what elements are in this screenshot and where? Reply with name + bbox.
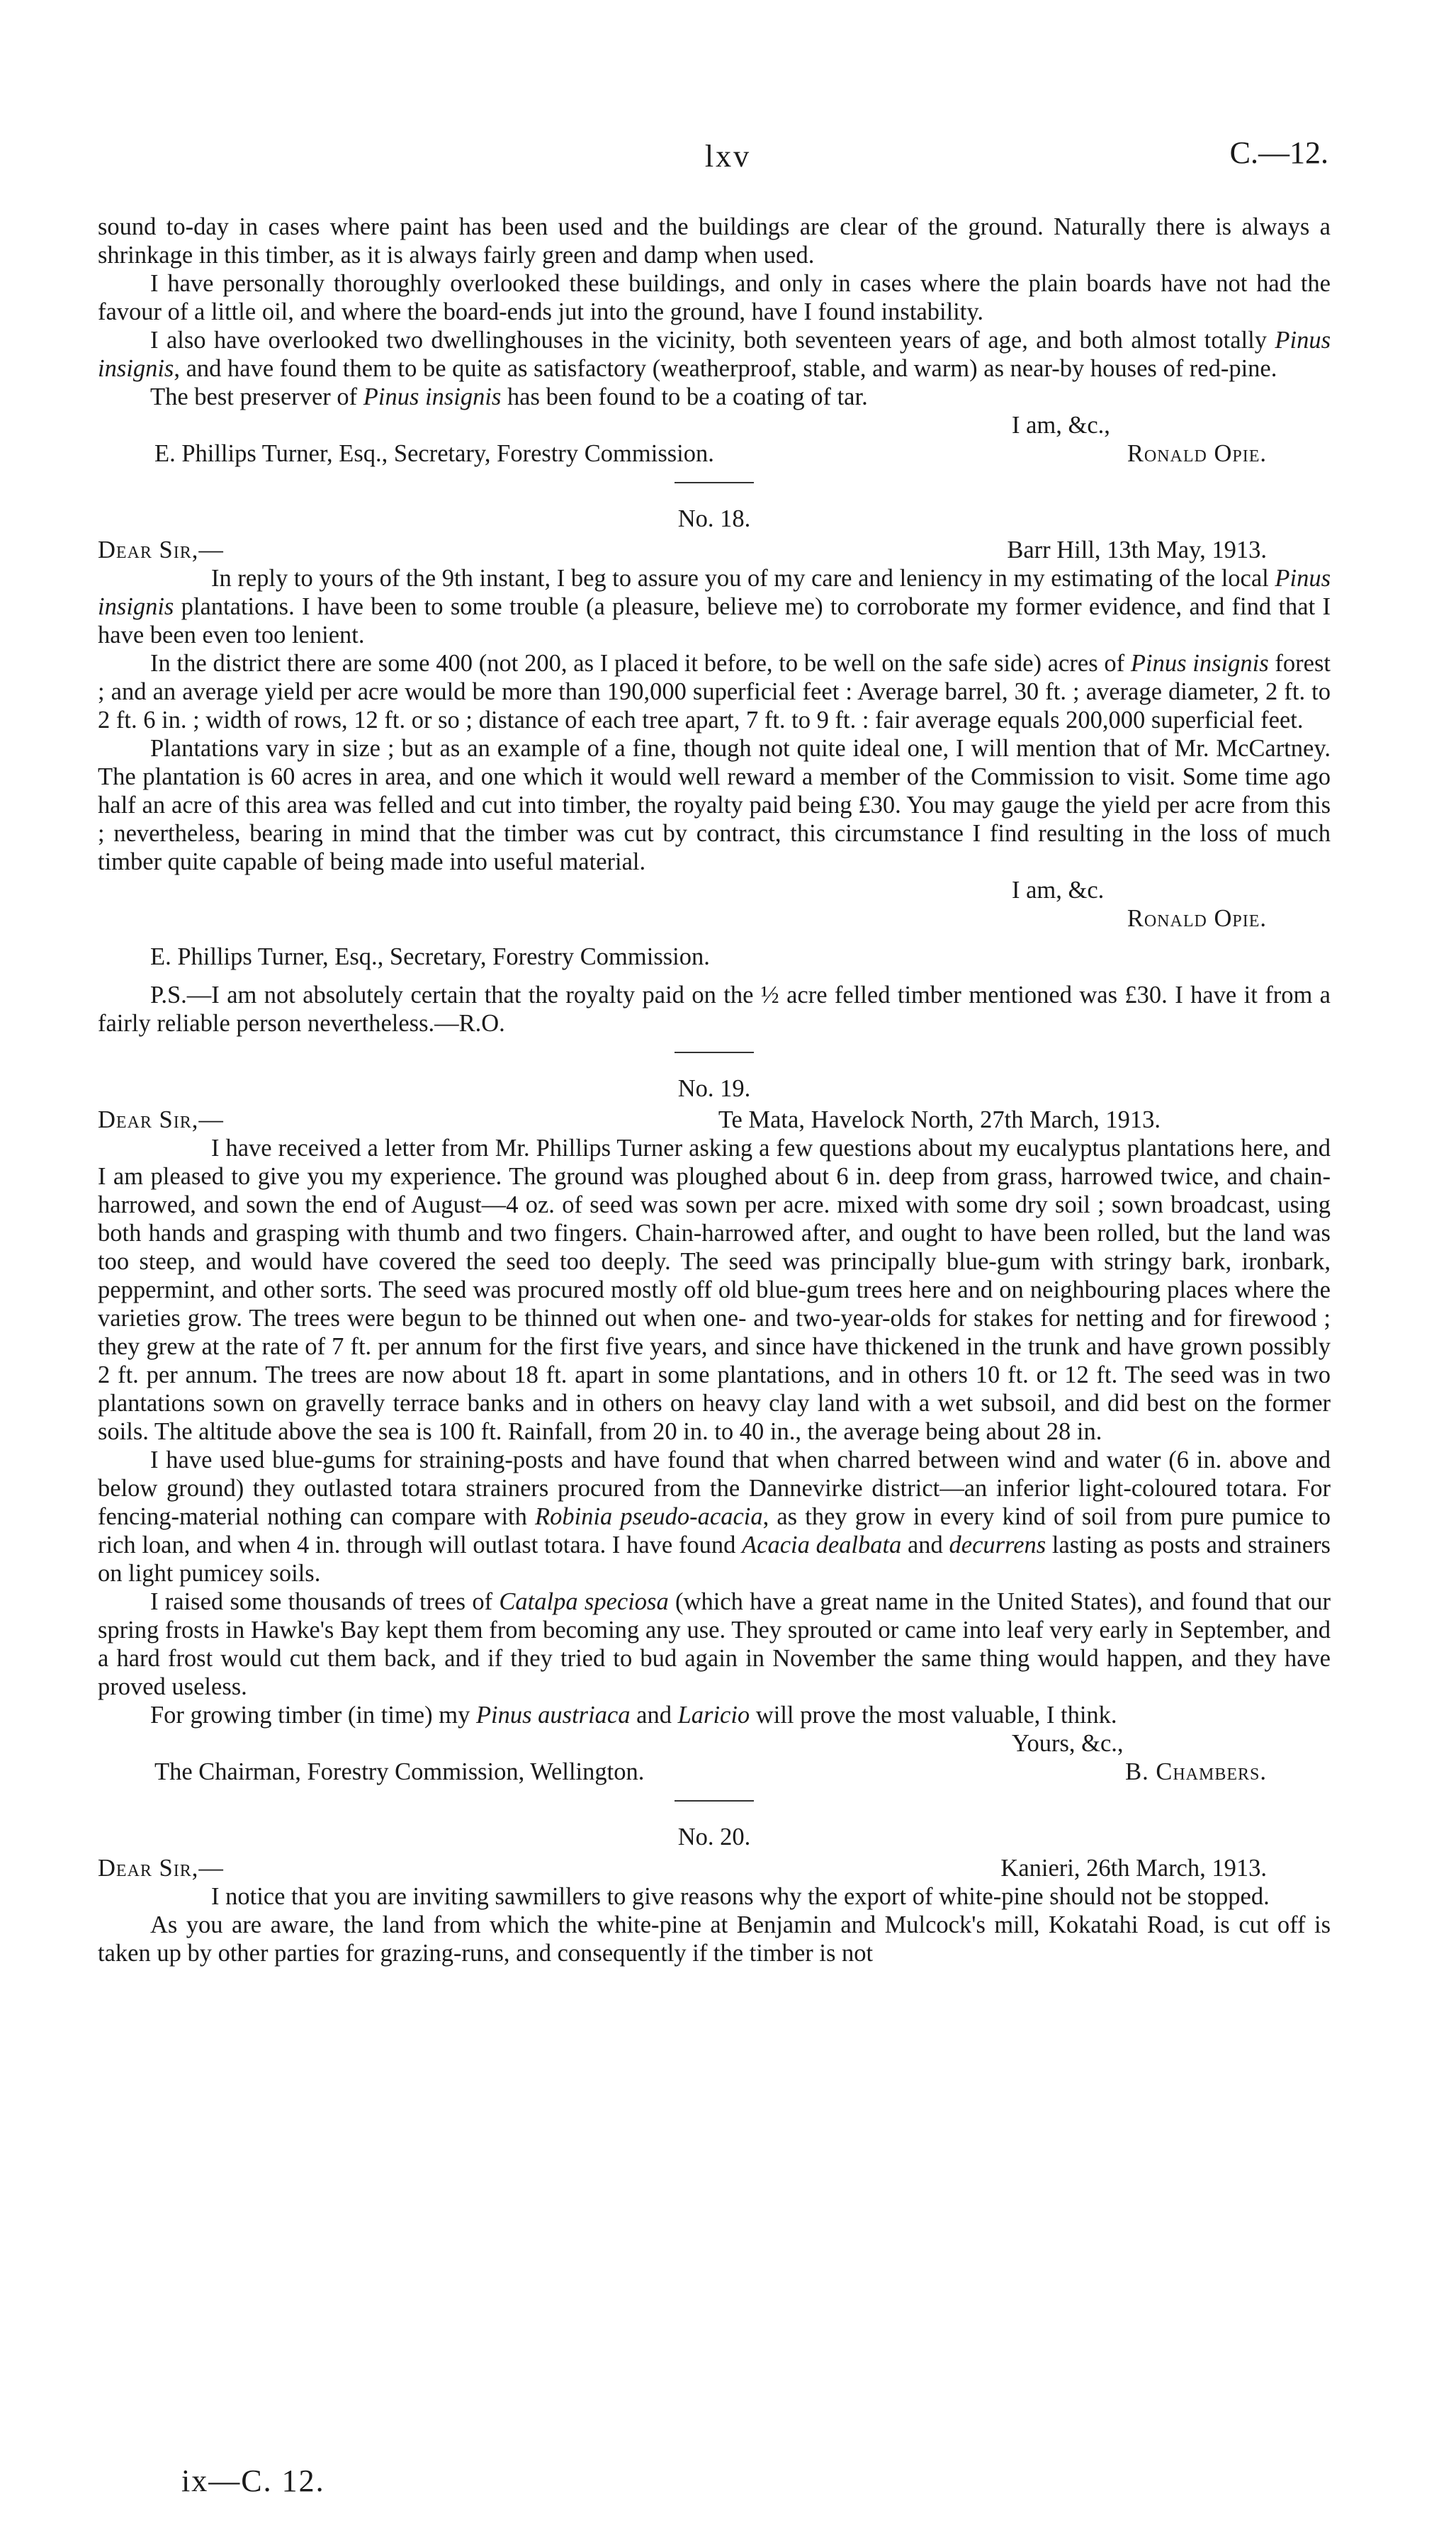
closing: I am, &c.: [1012, 877, 1105, 904]
salutation: Dear Sir,—: [98, 1106, 224, 1133]
salutation-row: [98, 1854, 1331, 1882]
paragraph: I have personally thoroughly overlooked these buildings, and only in cases where the plain boards have not had the favour of a little oil, and where the board-ends jut into the ground, have I found instability.: [98, 270, 1331, 325]
signature: B. Chambers.: [1125, 1758, 1267, 1785]
paragraph: In the district there are some 400 (not 200, as I placed it before, to be well on the safe side) acres of Pinus insignis forest ; and an average yield per acre would be more than 190,000 superficial feet : Average barrel, 30 ft. ; average diameter, 2 ft. to 2 ft. 6 in. ; width of rows, 12 ft. or so ; distance of each tree apart, 7 ft. to 9 ft. : fair average equals 200,000 superficial feet.: [98, 650, 1331, 734]
letter-number: No. 20.: [677, 1824, 751, 1850]
paragraph: As you are aware, the land from which the white-pine at Benjamin and Mulcock's mill, Kokatahi Road, is cut off is taken up by other parties for grazing-runs, and consequently if the timber is not: [98, 1911, 1331, 1967]
paragraph: I have used blue-gums for straining-posts and have found that when charred between wind and water (6 in. above and below ground) they outlasted totara strainers procured from the Dannevirke district—an inferior light-coloured totara. For fencing-material nothing can compare with Robinia pseudo-acacia, as they grow in every kind of soil from pure pumice to rich loan, and when 4 in. through will outlast totara. I have found Acacia dealbata and decurrens lasting as posts and strainers on light pumicey soils.: [98, 1446, 1331, 1587]
signature: Ronald Opie.: [1127, 905, 1267, 932]
paragraph: I notice that you are inviting sawmillers to give reasons why the export of white-pine should not be stopped.: [211, 1883, 1270, 1910]
signature-mark: ix—C. 12.: [181, 2463, 325, 2498]
addressee: E. Phillips Turner, Esq., Secretary, Forestry Commission.: [154, 440, 714, 467]
paragraph: sound to-day in cases where paint has been used and the buildings are clear of the ground. Naturally there is always a shrinkage in this timber, as it is always fairly green and damp when used.: [98, 213, 1331, 269]
paragraph: I raised some thousands of trees of Catalpa speciosa (which have a great name in the United States), and found that our spring frosts in Hawke's Bay kept them from becoming any use. They sprouted or came into leaf very early in September, and a hard frost would cut them back, and if they tried to bud again in November the same thing would happen, and they have proved useless.: [98, 1588, 1331, 1700]
place-date: Kanieri, 26th March, 1913.: [1000, 1855, 1267, 1882]
document-reference: C.—12.: [1229, 135, 1328, 170]
addressee-signature-row: [98, 1758, 1331, 1786]
salutation: Dear Sir,—: [98, 536, 224, 563]
salutation-row: [98, 1106, 1331, 1134]
paragraph: For growing timber (in time) my Pinus austriaca and Laricio will prove the most valuable, I think.: [150, 1702, 1117, 1729]
page-number: lxv: [704, 139, 752, 174]
addressee: E. Phillips Turner, Esq., Secretary, Forestry Commission.: [150, 943, 710, 970]
salutation: Dear Sir,—: [98, 1855, 224, 1882]
paragraph: In reply to yours of the 9th instant, I beg to assure you of my care and leniency in my estimating of the local Pinus insignis plantations. I have been to some trouble (a pleasure, believe me) to corroborate my former evidence, and find that I have been even too lenient.: [98, 565, 1331, 648]
section-divider: [675, 482, 754, 483]
place-date: Barr Hill, 13th May, 1913.: [1007, 536, 1267, 563]
paragraph: I have received a letter from Mr. Phillips Turner asking a few questions about my eucalyptus plantations here, and I am pleased to give you my experience. The ground was ploughed about 6 in. deep from grass, harrowed twice, and chain-harrowed, and sown the end of August—4 oz. of seed was sown per acre. mixed with some dry soil ; sown broadcast, using both hands and grasping with thumb and two fingers. Chain-harrowed after, and ought to have been rolled, but the land was too steep, and would have covered the seed too deeply. The seed was principally blue-gum with stringy bark, ironbark, peppermint, and other sorts. The seed was procured mostly off old blue-gum trees here and on neighbouring places where the varieties grow. The trees were begun to be thinned out when one- and two-year-olds for stakes for netting and for firewood ; they grew at the rate of 7 ft. per annum for the first five years, and since have thickened in the trunk and have grown possibly 2 ft. per annum. The trees are now about 18 ft. apart in some plantations, and in others 10 ft. or 12 ft. The seed was in two plantations sown on gravelly terrace banks and in others on heavy clay land with a wet subsoil, and did best on the former soils. The altitude above the sea is 100 ft. Rainfall, from 20 in. to 40 in., the average being about 28 in.: [98, 1135, 1331, 1445]
postscript: P.S.—I am not absolutely certain that the royalty paid on the ½ acre felled timber mentioned was £30. I have it from a fairly reliable person nevertheless.—R.O.: [98, 982, 1331, 1037]
closing: I am, &c.,: [1012, 412, 1110, 439]
page-body: [98, 213, 1331, 1967]
section-divider: [675, 1800, 754, 1802]
paragraph: The best preserver of Pinus insignis has been found to be a coating of tar.: [150, 383, 868, 410]
addressee: The Chairman, Forestry Commission, Wellington.: [154, 1758, 645, 1785]
paragraph: Plantations vary in size ; but as an example of a fine, though not quite ideal one, I will mention that of Mr. McCartney. The plantation is 60 acres in area, and one which it would well reward a member of the Commission to visit. Some time ago half an acre of this area was felled and cut into timber, the royalty paid being £30. You may gauge the yield per acre from this ; nevertheless, bearing in mind that the timber was cut by contract, this circumstance I find resulting in the loss of much timber quite capable of being made into useful material.: [98, 735, 1331, 875]
place-date: Te Mata, Havelock North, 27th March, 1913.: [718, 1106, 1161, 1133]
signature: Ronald Opie.: [1127, 440, 1267, 467]
closing: Yours, &c.,: [1012, 1730, 1124, 1757]
section-divider: [675, 1052, 754, 1053]
addressee-signature-row: [98, 439, 1331, 468]
letter-number: No. 19.: [677, 1075, 751, 1102]
paragraph: I also have overlooked two dwellinghouses in the vicinity, both seventeen years of age, and both almost totally Pinus insignis, and have found them to be quite as satisfactory (weatherproof, stable, and warm) as near-by houses of red-pine.: [98, 327, 1331, 382]
salutation-row: [98, 536, 1331, 564]
letter-number: No. 18.: [677, 505, 751, 532]
